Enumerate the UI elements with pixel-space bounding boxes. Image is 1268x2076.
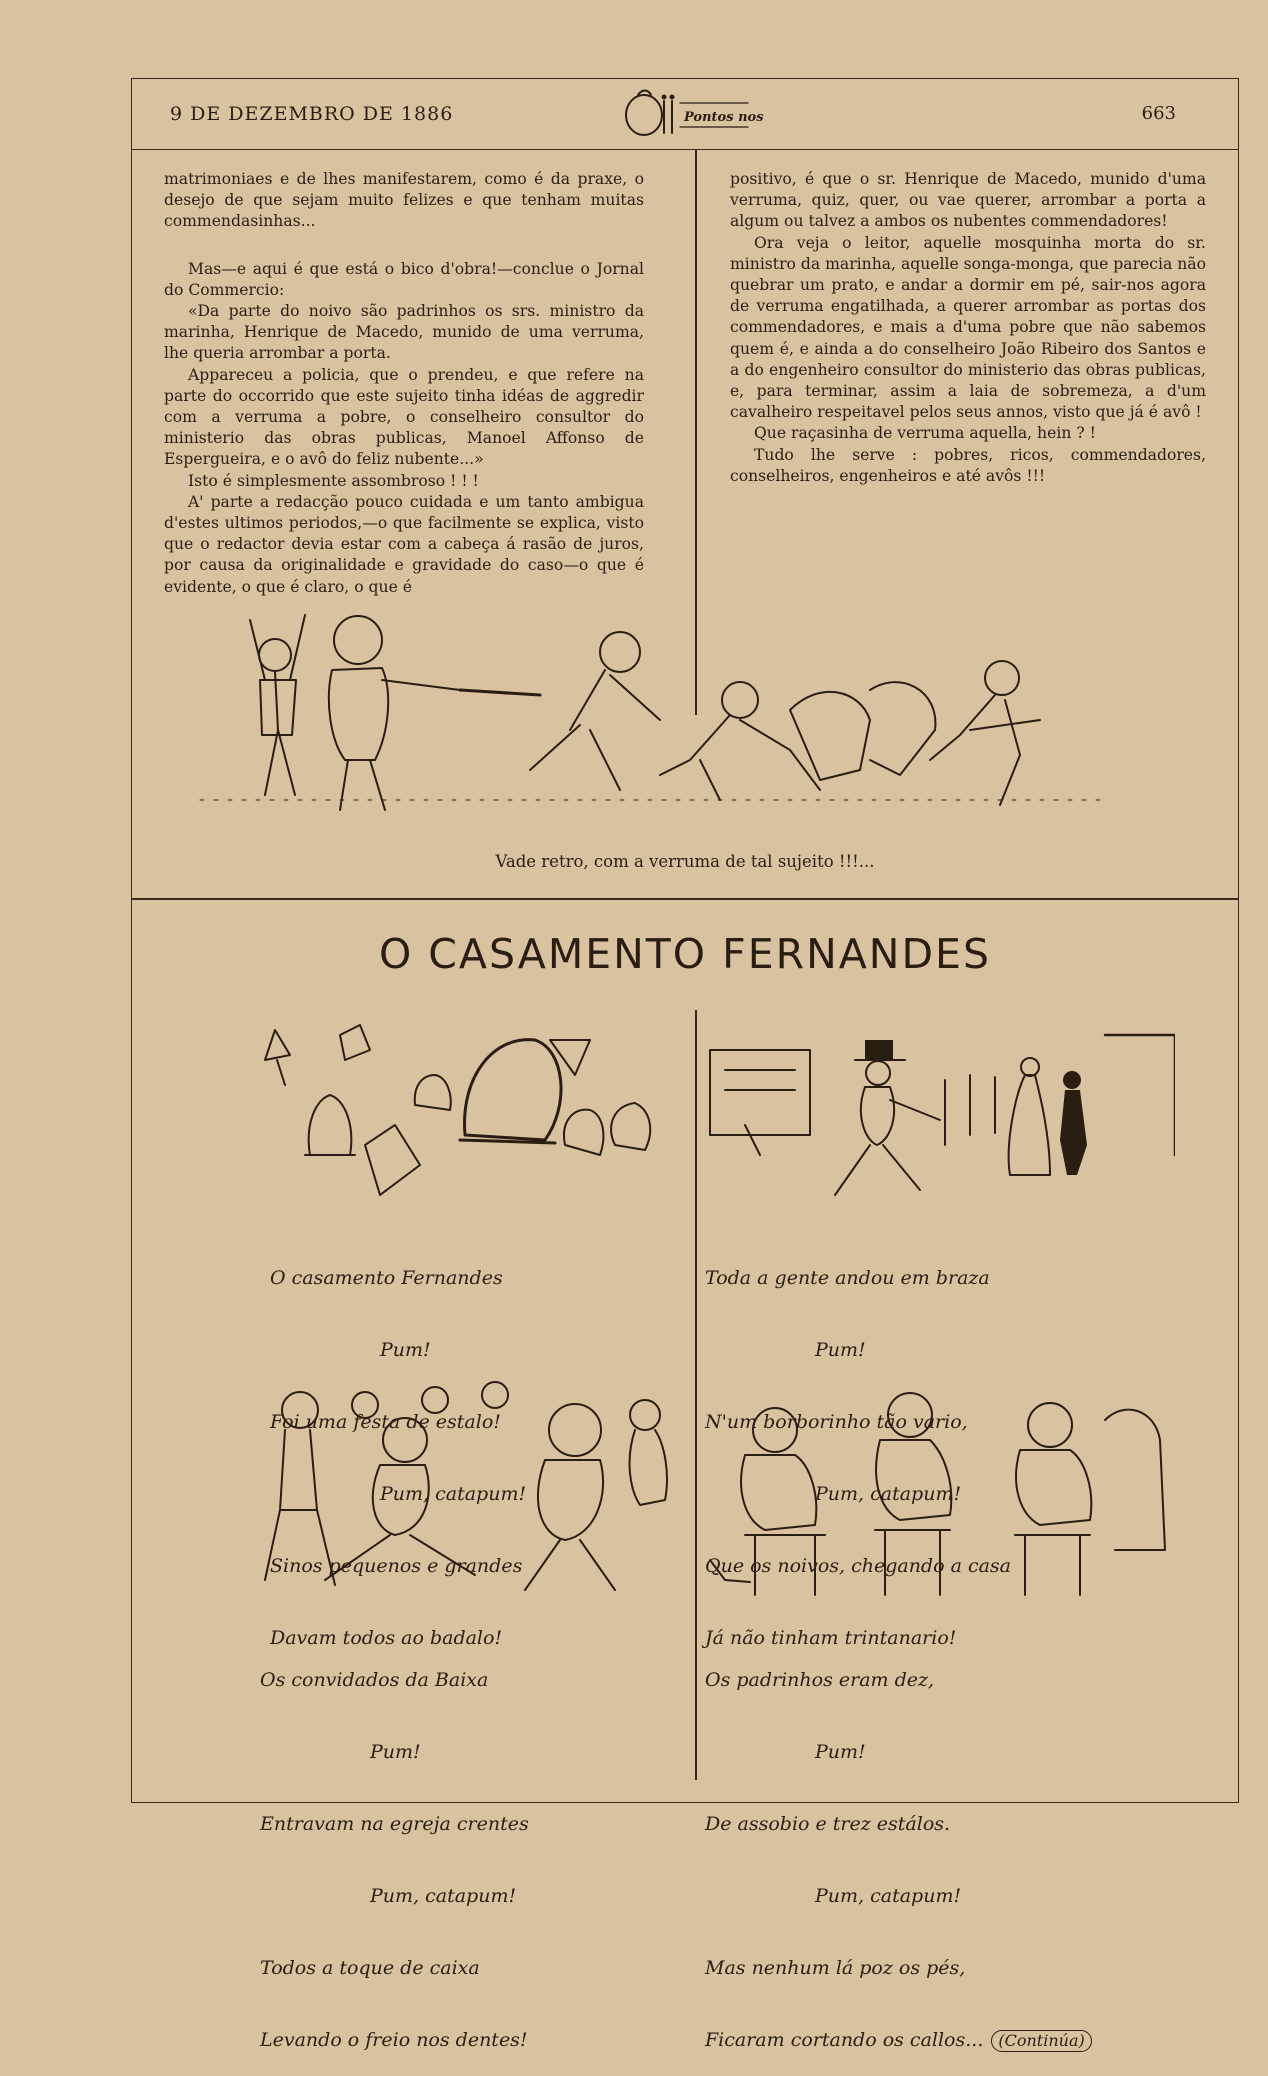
verse-line: Os convidados da Baixa	[260, 1669, 489, 1691]
verse-line: Entravam na egreja crentes	[260, 1813, 529, 1835]
paragraph: Ora veja o leitor, aquelle mosquinha morta do sr. ministro da marinha, aquelle songa-monga, que parecia não quebrar um prato, e andar a dormir em pé, sair-nos agora de verruma engatilhada, a querer arrombar as portas dos commendadores, e mais a d'uma pobre que não sabemos quem é, e ainda a do conselheiro João Ribeiro dos Santos e a do engenheiro consultor do ministerio das obras publicas, e, para terminar, assim a laia de sobremeza, a d'um cavalheiro respeitavel pelos seus annos, visto que já é avô !	[730, 233, 1206, 422]
verse-line: N'um borborinho tão vario,	[705, 1411, 968, 1433]
verse-bottom-right	[705, 1620, 1092, 2076]
verse-line: Os padrinhos eram dez,	[705, 1669, 935, 1691]
verse-line: Pum, catapum!	[380, 1483, 527, 1505]
panel-servant-walking	[705, 1015, 1175, 1210]
cartoon-caption	[131, 852, 1239, 871]
panel-guests-marching	[245, 1370, 690, 1600]
verse-line	[705, 2028, 1092, 2052]
verse-line: Todos a toque de caixa	[260, 1957, 480, 1979]
verse-line: Levando o freio nos dentes!	[260, 2029, 528, 2051]
verse-line: Já não tinham trintanario!	[705, 1627, 957, 1649]
paragraph: Tudo lhe serve : pobres, ricos, commendadores, conselheiros, engenheiros e até avôs !!!	[730, 445, 1206, 485]
article-left-column	[164, 169, 644, 598]
verse-line-text: Ficaram cortando os callos...	[705, 2029, 984, 2051]
paragraph: A' parte a redacção pouco cuidada e um tanto ambigua d'estes ultimos periodos,—o que facilmente se explica, visto que o redactor devia estar com a cabeça á rasão de juros, por causa da originalidade e gravidade do caso—o que é evidente, o que é claro, o que é	[164, 492, 644, 596]
figure-small-man	[250, 615, 305, 795]
verse-line: Pum!	[815, 1741, 866, 1763]
verse-line: Sinos pequenos e grandes	[270, 1555, 523, 1577]
panel-divider	[695, 1010, 697, 1780]
paragraph: Appareceu a policia, que o prendeu, e que refere na parte do occorrido que este sujeito tinha idéas de aggredir com a verruma a pobre, o conselheiro consultor do ministerio das obras publicas, Manoel Affonso de Espergueira, e o avô do feliz nubente...»	[164, 365, 644, 469]
issue-date: 9 DE DEZEMBRO DE 1886	[170, 103, 454, 125]
caption-text: Vade retro, com a verruma de tal sujeito !!!...	[495, 852, 875, 871]
svg-text:Pontos nos: Pontos nos	[684, 110, 764, 125]
verse-line: Davam todos ao badalo!	[270, 1627, 503, 1649]
section-divider	[131, 898, 1239, 900]
panel-godfathers-seated	[705, 1360, 1175, 1600]
verse-bottom-left	[260, 1620, 529, 2076]
panel-bells	[245, 1015, 690, 1210]
verse-line: Pum, catapum!	[815, 1483, 962, 1505]
verse-line: Pum!	[370, 1741, 421, 1763]
paragraph: Mas—e aqui é que está o bico d'obra!—conclue o Jornal do Commercio:	[164, 259, 644, 299]
verse-line: O casamento Fernandes	[270, 1267, 503, 1289]
verse-line: Foi uma festa de estalo!	[270, 1411, 501, 1433]
verse-line: Toda a gente andou em braza	[705, 1267, 990, 1289]
verse-line: Que os noivos, chegando a casa	[705, 1555, 1011, 1577]
figure-bald-man	[329, 616, 540, 810]
cartoon-chase-illustration	[100, 560, 1140, 860]
page-header	[132, 79, 1238, 150]
verse-line: De assobio e trez estálos.	[705, 1813, 951, 1835]
paragraph: matrimoniaes e de lhes manifestarem, como é da praxe, o desejo de que sejam muito felizes e que tenham muitas commendasinhas...	[164, 170, 644, 231]
article-right-column	[730, 169, 1206, 487]
verse-line: Pum!	[380, 1339, 431, 1361]
masthead-logo	[618, 87, 768, 139]
paragraph: Isto é simplesmente assombroso ! ! !	[188, 471, 479, 490]
verse-line: Pum, catapum!	[370, 1885, 517, 1907]
verse-line: Pum, catapum!	[815, 1885, 962, 1907]
verse-line: Mas nenhum lá poz os pés,	[705, 1957, 966, 1979]
page-number: 663	[1141, 103, 1176, 124]
continua-label: (Continúa)	[991, 2030, 1091, 2052]
section-title: O CASAMENTO FERNANDES	[379, 930, 991, 978]
paragraph: positivo, é que o sr. Henrique de Macedo, munido d'uma verruma, quiz, quer, ou vae querer, arrombar a porta a algum ou talvez a ambos os nubentes commendadores!	[730, 170, 1206, 231]
paragraph: «Da parte do noivo são padrinhos os srs. ministro da marinha, Henrique de Macedo, munido de uma verruma, lhe queria arrombar a porta.	[164, 302, 644, 363]
figure-fleeing-group	[530, 632, 1040, 805]
paragraph: Que raçasinha de verruma aquella, hein ? !	[754, 424, 1096, 443]
verse-line: Pum!	[815, 1339, 866, 1361]
